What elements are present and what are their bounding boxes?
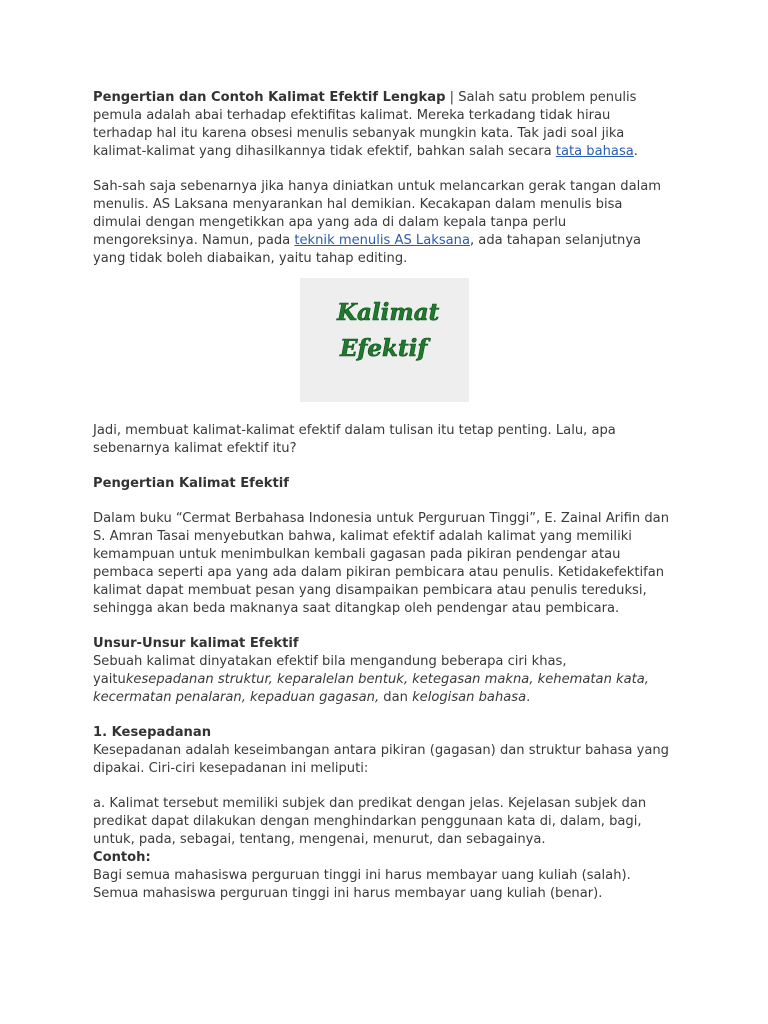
- question-paragraph: Jadi, membuat kalimat-kalimat efektif dalam tulisan itu tetap penting. Lalu, apa sebenarnya kalimat efektif itu?: [93, 423, 616, 456]
- laksana-end: , ada tahapan selanjutnya yang tidak boleh diabaikan, yaitu tahap editing.: [93, 233, 642, 266]
- intro-paragraph: [93, 89, 673, 161]
- unsur-end: .: [526, 690, 531, 705]
- teknik-menulis-link[interactable]: teknik menulis AS Laksana: [294, 233, 470, 248]
- example-wrong: Bagi semua mahasiswa perguruan tinggi ini harus membayar uang kuliah (salah).: [93, 868, 631, 883]
- unsur-list-italic: kesepadanan struktur, keparalelan bentuk, ketegasan makna, kehematan kata, kecermatan penalaran, kepaduan gagasan,: [93, 672, 649, 705]
- laksana-paragraph: [93, 178, 673, 268]
- definition-paragraph: Dalam buku “Cermat Berbahasa Indonesia untuk Perguruan Tinggi”, E. Zainal Arifin dan S. Amran Tasai menyebutkan bahwa, kalimat efektif adalah kalimat yang memiliki kemampuan untuk menimbulkan kembali gagasan pada pikiran pendengar atau pembaca seperti apa yang ada dalam pikiran pembicara atau penulis. Ketidakefektifan kalimat dapat membuat pesan yang disampaikan pembicara atau penulis tereduksi, sehingga akan beda maknanya saat ditangkap oleh pendengar atau pembicara.: [93, 511, 670, 616]
- kesepadanan-paragraph: Kesepadanan adalah keseimbangan antara pikiran (gagasan) dan struktur bahasa yang dipakai. Ciri-ciri kesepadanan ini meliputi:: [93, 743, 669, 776]
- heading-contoh-wrap: [93, 849, 673, 867]
- kalimat-efektif-image: [300, 278, 469, 402]
- heading-pengertian: Pengertian Kalimat Efektif: [93, 476, 289, 491]
- laksana-text: Sah-sah saja sebenarnya jika hanya diniatkan untuk melancarkan gerak tangan dalam menulis. AS Laksana menyarankan hal demikian. Kecakapan dalam menulis bisa dimulai dengan mengetikkan apa yang ada di dalam kepala tanpa perlu mengoreksinya. Namun, pada: [93, 179, 662, 248]
- intro-text: Salah satu problem penulis pemula adalah abai terhadap efektifitas kalimat. Mereka terkadang tidak hirau terhadap hal itu karena obsesi menulis sebanyak mungkin kata. Tak jadi soal jika kalimat-kalimat yang dihasilkannya tidak efektif, bahkan salah secara: [93, 90, 637, 159]
- article-title: Pengertian dan Contoh Kalimat Efektif Lengkap: [93, 90, 446, 105]
- article-body: [93, 89, 673, 903]
- example-right: Semua mahasiswa perguruan tinggi ini harus membayar uang kuliah (benar).: [93, 886, 603, 901]
- unsur-last-italic: kelogisan bahasa: [412, 690, 527, 705]
- heading-pengertian-wrap: [93, 475, 673, 493]
- unsur-text: Sebuah kalimat dinyatakan efektif bila mengandung beberapa ciri khas, yaitu: [93, 654, 567, 687]
- unsur-paragraph: [93, 653, 673, 707]
- intro-end: .: [633, 144, 638, 159]
- heading-unsur: Unsur-Unsur kalimat Efektif: [93, 636, 299, 651]
- unsur-mid: dan: [379, 690, 413, 705]
- tata-bahasa-link[interactable]: tata bahasa: [555, 144, 634, 159]
- kalimat-efektif-graphic: [300, 278, 469, 402]
- title-separator: |: [445, 90, 459, 105]
- heading-unsur-wrap: [93, 635, 673, 653]
- heading-kesepadanan-wrap: [93, 724, 673, 742]
- heading-contoh: Contoh:: [93, 850, 151, 865]
- image-text-line2: Efektif: [340, 335, 428, 362]
- image-text-line1: Kalimat: [337, 299, 440, 326]
- point-a-paragraph: a. Kalimat tersebut memiliki subjek dan predikat dengan jelas. Kejelasan subjek dan predikat dapat dilakukan dengan menghindarkan penggunaan kata di, dalam, bagi, untuk, pada, sebagai, tentang, mengenai, menurut, dan sebagainya.: [93, 796, 647, 847]
- heading-kesepadanan: 1. Kesepadanan: [93, 725, 212, 740]
